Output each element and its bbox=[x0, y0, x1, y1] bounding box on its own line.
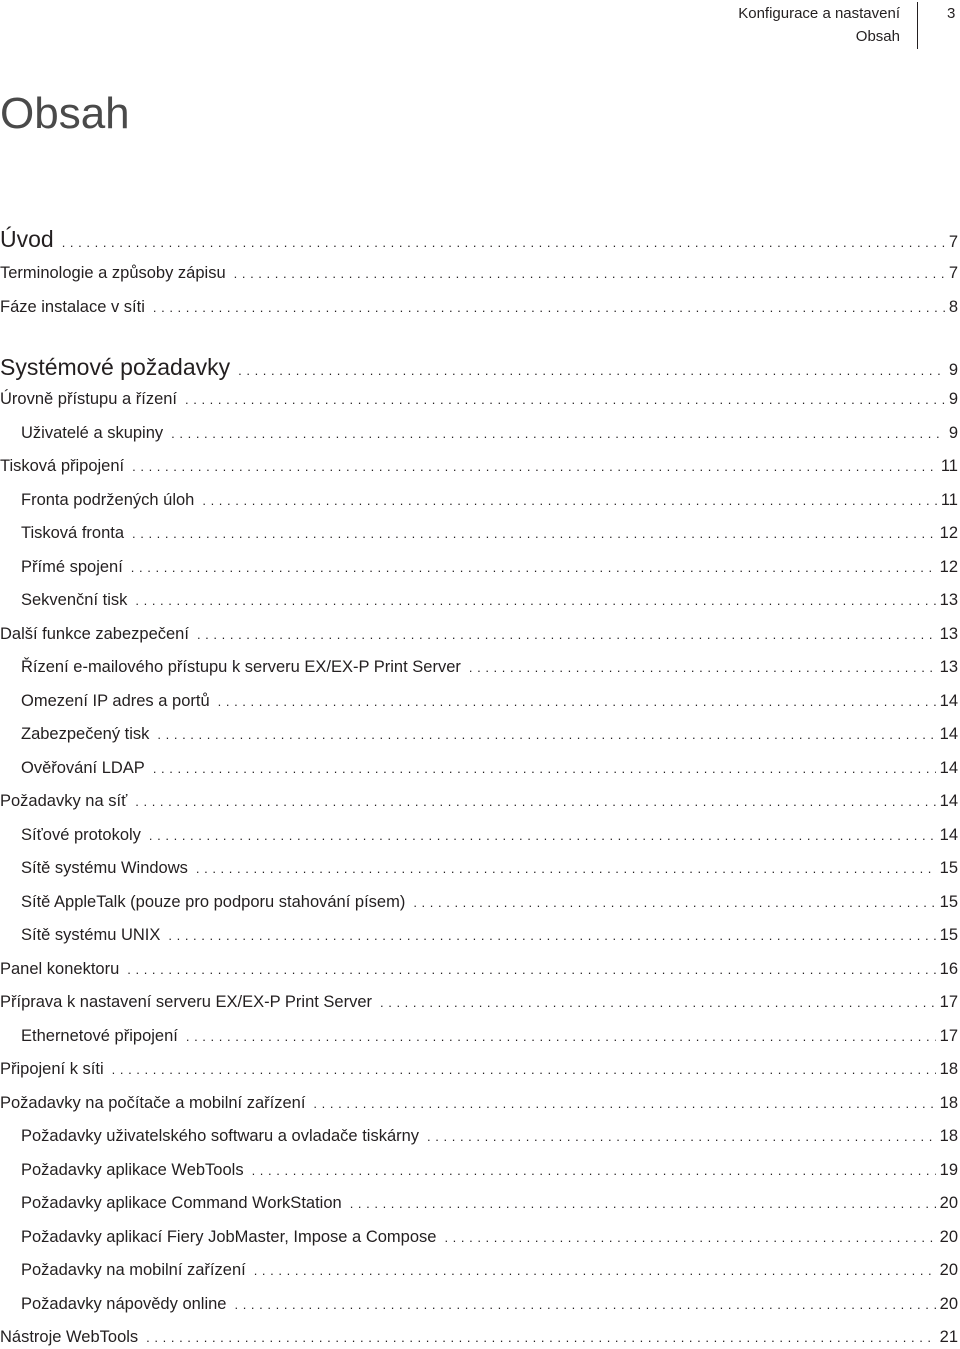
toc-entry-page: 14 bbox=[939, 692, 958, 710]
toc-dot-leader bbox=[132, 457, 937, 476]
toc-entry-title: Fáze instalace v síti bbox=[0, 298, 145, 316]
toc-entry-page: 8 bbox=[948, 298, 958, 316]
toc-entry[interactable] bbox=[0, 1295, 958, 1314]
toc-entry-page: 13 bbox=[939, 658, 958, 676]
toc-entry-title: Požadavky na síť bbox=[0, 792, 128, 810]
toc-entry-page: 9 bbox=[948, 361, 958, 379]
toc-entry[interactable] bbox=[0, 692, 958, 711]
toc-entry-title: Požadavky na mobilní zařízení bbox=[21, 1261, 246, 1279]
toc-entry[interactable] bbox=[0, 1328, 958, 1347]
toc-entry[interactable] bbox=[0, 725, 958, 744]
toc-entry-page: 9 bbox=[948, 424, 958, 442]
toc-entry-page: 7 bbox=[948, 264, 958, 282]
toc-entry[interactable] bbox=[0, 558, 958, 577]
toc-entry-page: 19 bbox=[939, 1161, 958, 1179]
toc-dot-leader bbox=[413, 893, 935, 912]
toc-entry-title: Tisková připojení bbox=[0, 457, 125, 475]
toc-entry-page: 13 bbox=[939, 591, 958, 609]
toc-dot-leader bbox=[168, 926, 935, 945]
toc-entry-title: Panel konektoru bbox=[0, 960, 120, 978]
toc-entry-page: 15 bbox=[939, 893, 958, 911]
toc-entry[interactable] bbox=[0, 759, 958, 778]
toc-dot-leader bbox=[131, 558, 936, 577]
toc-entry[interactable] bbox=[0, 1127, 958, 1146]
toc-entry[interactable] bbox=[0, 1161, 958, 1180]
toc-entry[interactable] bbox=[0, 491, 958, 510]
toc-dot-leader bbox=[469, 658, 936, 677]
toc-entry[interactable] bbox=[0, 926, 958, 945]
toc-entry[interactable] bbox=[0, 457, 958, 476]
toc-entry-title: Požadavky aplikace Command WorkStation bbox=[21, 1194, 342, 1212]
toc-dot-leader bbox=[127, 960, 935, 979]
toc-dot-leader bbox=[427, 1127, 936, 1146]
toc-entry-page: 20 bbox=[939, 1261, 958, 1279]
toc-dot-leader bbox=[234, 1295, 935, 1314]
toc-entry[interactable] bbox=[0, 354, 958, 381]
toc-entry[interactable] bbox=[0, 792, 958, 811]
toc-entry-title: Úrovně přístupu a řízení bbox=[0, 390, 178, 408]
toc-entry-page: 17 bbox=[939, 1027, 958, 1045]
toc-entry-title: Příprava k nastavení serveru EX/EX-P Print Server bbox=[0, 993, 373, 1011]
toc-entry-title: Systémové požadavky bbox=[0, 354, 231, 380]
toc-dot-leader bbox=[313, 1094, 935, 1113]
toc-entry[interactable] bbox=[0, 859, 958, 878]
toc-dot-leader bbox=[132, 524, 936, 543]
toc-dot-leader bbox=[186, 1027, 936, 1046]
toc-entry-page: 21 bbox=[939, 1328, 958, 1346]
header-divider bbox=[917, 2, 918, 49]
page-title: Obsah bbox=[0, 89, 130, 138]
toc-entry-page: 11 bbox=[940, 491, 958, 509]
toc-entry-page: 7 bbox=[948, 233, 958, 251]
toc-entry-title: Požadavky uživatelského softwaru a ovladače tiskárny bbox=[21, 1127, 420, 1145]
toc-entry-page: 13 bbox=[939, 625, 958, 643]
toc-dot-leader bbox=[157, 725, 935, 744]
toc-entry-title: Nástroje WebTools bbox=[0, 1328, 139, 1346]
toc-entry-title: Požadavky aplikací Fiery JobMaster, Impose a Compose bbox=[21, 1228, 437, 1246]
toc-entry-page: 16 bbox=[939, 960, 958, 978]
toc-entry-page: 9 bbox=[948, 390, 958, 408]
toc-dot-leader bbox=[218, 692, 936, 711]
toc-entry-title: Ověřování LDAP bbox=[21, 759, 145, 777]
toc-entry[interactable] bbox=[0, 390, 958, 409]
toc-entry[interactable] bbox=[0, 424, 958, 443]
toc-entry-title: Síťové protokoly bbox=[21, 826, 141, 844]
toc-entry-title: Tisková fronta bbox=[21, 524, 125, 542]
toc-entry-page: 14 bbox=[939, 826, 958, 844]
toc-dot-leader bbox=[153, 298, 945, 317]
toc-entry-title: Řízení e-mailového přístupu k serveru EX/EX-P Print Server bbox=[21, 658, 461, 676]
toc-entry-page: 12 bbox=[939, 558, 958, 576]
toc-dot-leader bbox=[135, 792, 935, 811]
toc-entry-page: 20 bbox=[939, 1194, 958, 1212]
running-header bbox=[738, 2, 900, 48]
toc-entry-page: 18 bbox=[939, 1127, 958, 1145]
toc-entry-page: 14 bbox=[939, 759, 958, 777]
toc-dot-leader bbox=[196, 859, 936, 878]
toc-entry-page: 17 bbox=[939, 993, 958, 1011]
toc-entry[interactable] bbox=[0, 1094, 958, 1113]
toc-entry-page: 14 bbox=[939, 725, 958, 743]
toc-entry-title: Sítě systému UNIX bbox=[21, 926, 161, 944]
toc-dot-leader bbox=[112, 1060, 936, 1079]
toc-entry-title: Další funkce zabezpečení bbox=[0, 625, 189, 643]
toc-entry[interactable] bbox=[0, 524, 958, 543]
toc-entry-page: 11 bbox=[940, 457, 958, 475]
toc-entry[interactable] bbox=[0, 960, 958, 979]
toc-entry[interactable] bbox=[0, 1194, 958, 1213]
toc-dot-leader bbox=[146, 1328, 935, 1347]
toc-entry-title: Sítě AppleTalk (pouze pro podporu stahování písem) bbox=[21, 893, 406, 911]
toc-entry-title: Požadavky aplikace WebTools bbox=[21, 1161, 244, 1179]
toc-entry-title: Ethernetové připojení bbox=[21, 1027, 178, 1045]
toc-dot-leader bbox=[252, 1161, 936, 1180]
toc-entry[interactable] bbox=[0, 226, 958, 253]
toc-dot-leader bbox=[254, 1261, 936, 1280]
toc-entry[interactable] bbox=[0, 1228, 958, 1247]
toc-entry[interactable] bbox=[0, 658, 958, 677]
toc-entry-title: Sekvenční tisk bbox=[21, 591, 128, 609]
toc-entry-title: Sítě systému Windows bbox=[21, 859, 188, 877]
toc-entry[interactable] bbox=[0, 893, 958, 912]
toc-entry[interactable] bbox=[0, 1027, 958, 1046]
toc-entry-title: Fronta podržených úloh bbox=[21, 491, 195, 509]
toc-entry[interactable] bbox=[0, 625, 958, 644]
toc-dot-leader bbox=[197, 625, 936, 644]
toc-entry-title: Připojení k síti bbox=[0, 1060, 104, 1078]
toc-entry-title: Přímé spojení bbox=[21, 558, 123, 576]
toc-entry[interactable] bbox=[0, 1261, 958, 1280]
toc-entry-title: Úvod bbox=[0, 226, 54, 252]
page-number: 3 bbox=[947, 5, 956, 22]
toc-entry-page: 18 bbox=[939, 1094, 958, 1112]
toc-dot-leader bbox=[350, 1194, 936, 1213]
toc-dot-leader bbox=[135, 591, 935, 610]
toc-entry-page: 15 bbox=[939, 859, 958, 877]
toc-entry-title: Uživatelé a skupiny bbox=[21, 424, 164, 442]
toc-entry-page: 18 bbox=[939, 1060, 958, 1078]
toc-dot-leader bbox=[149, 826, 936, 845]
toc-entry[interactable] bbox=[0, 264, 958, 283]
toc-entry[interactable] bbox=[0, 826, 958, 845]
toc-entry-page: 15 bbox=[939, 926, 958, 944]
toc-entry-title: Zabezpečený tisk bbox=[21, 725, 150, 743]
toc-entry-title: Požadavky nápovědy online bbox=[21, 1295, 227, 1313]
toc-dot-leader bbox=[62, 226, 945, 253]
toc-entry[interactable] bbox=[0, 993, 958, 1012]
toc-dot-leader bbox=[153, 759, 936, 778]
toc-entry[interactable] bbox=[0, 591, 958, 610]
toc-entry[interactable] bbox=[0, 298, 958, 317]
toc-entry-title: Omezení IP adres a portů bbox=[21, 692, 210, 710]
toc-entry-page: 20 bbox=[939, 1295, 958, 1313]
toc-entry-title: Terminologie a způsoby zápisu bbox=[0, 264, 226, 282]
toc-dot-leader bbox=[171, 424, 945, 443]
toc-dot-leader bbox=[234, 264, 945, 283]
toc-entry[interactable] bbox=[0, 1060, 958, 1079]
toc-dot-leader bbox=[185, 390, 945, 409]
toc-dot-leader bbox=[238, 354, 945, 381]
header-subsection-title: Obsah bbox=[855, 28, 900, 45]
toc-entry-title: Požadavky na počítače a mobilní zařízení bbox=[0, 1094, 306, 1112]
toc-entry-page: 14 bbox=[939, 792, 958, 810]
toc-dot-leader bbox=[202, 491, 937, 510]
header-section-title: Konfigurace a nastavení bbox=[738, 5, 900, 22]
toc-dot-leader bbox=[380, 993, 936, 1012]
toc-dot-leader bbox=[444, 1228, 935, 1247]
toc-entry-page: 20 bbox=[939, 1228, 958, 1246]
toc-entry-page: 12 bbox=[939, 524, 958, 542]
